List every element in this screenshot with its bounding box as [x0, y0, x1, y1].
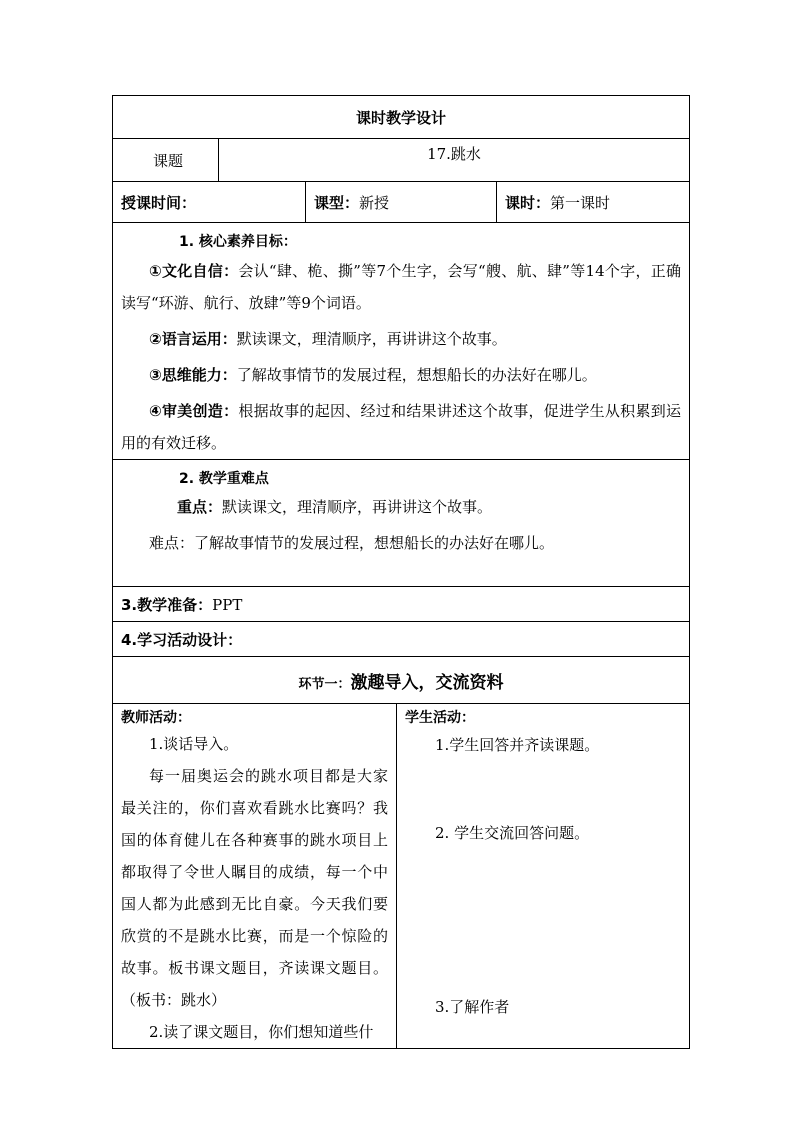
student-header: 学生活动：	[405, 710, 475, 726]
goals-cell	[113, 223, 690, 460]
goals-heading: 1. 核心素养目标：	[179, 234, 297, 250]
difficulty-point: 难点：了解故事情节的发展过程，想想船长的办法好在哪儿。	[149, 534, 555, 552]
key-point	[121, 492, 681, 522]
student-item: 1.学生回答并齐读课题。	[435, 736, 600, 754]
prep-value: PPT	[212, 595, 243, 614]
section-title: 激趣导入，交流资料	[350, 672, 504, 693]
goal-item	[121, 255, 681, 319]
section-heading-cell	[113, 657, 690, 704]
prep-cell	[113, 587, 690, 622]
period-value: 第一课时	[550, 193, 611, 212]
teacher-paragraph: 1.谈话导入。	[149, 735, 239, 753]
goal-text: 会认“肆、桅、撕”等7个生字，会写“艘、航、肆”等14个字，正确读写“环游、航行、放肆”等9个词语。	[121, 262, 682, 312]
key-label: 重点：	[177, 498, 223, 516]
goal-text: 了解故事情节的发展过程，想想船长的办法好在哪儿。	[236, 366, 597, 384]
goal-item	[121, 395, 681, 459]
teacher-activity-cell	[113, 704, 397, 1049]
time-label: 授课时间：	[121, 193, 197, 212]
goal-label: ①文化自信：	[149, 262, 239, 280]
prep-label: 3.教学准备：	[121, 595, 213, 614]
teacher-header: 教师活动：	[121, 710, 191, 726]
goal-text: 根据故事的起因、经过和结果讲述这个故事，促进学生从积累到运用的有效迁移。	[121, 402, 681, 452]
goal-label: ④审美创造：	[149, 402, 239, 420]
topic-label: 课题	[113, 139, 219, 182]
teacher-paragraph: 每一届奥运会的跳水项目都是大家最关注的，你们喜欢看跳水比赛吗？我国的体育健儿在各种赛事的跳水项目上都取得了令世人瞩目的成绩，每一个中国人都为此感到无比自豪。今天我们要欣赏的不是跳水比赛，而是一个惊险的故事。板书课文题目，齐读课文题目。（板书：跳水）	[121, 767, 388, 1009]
goal-item	[121, 359, 681, 391]
section-prefix: 环节一：	[298, 676, 351, 692]
type-cell	[306, 182, 497, 223]
goal-text: 默读课文，理清顺序，再讲讲这个故事。	[236, 330, 507, 348]
goal-item	[121, 323, 681, 355]
time-cell	[113, 182, 306, 223]
activity-design-label: 4.学习活动设计：	[121, 630, 243, 649]
period-label: 课时：	[505, 193, 551, 212]
student-item: 3.了解作者	[435, 998, 510, 1016]
keypoints-cell	[113, 460, 690, 587]
keypoints-heading: 2. 教学重难点	[179, 471, 269, 487]
topic-value: 17.跳水	[219, 139, 690, 182]
type-label: 课型：	[314, 193, 360, 212]
student-item: 2. 学生交流回答问题。	[435, 824, 590, 842]
student-activity-cell	[397, 704, 690, 1049]
period-cell	[497, 182, 690, 223]
type-value: 新授	[359, 193, 390, 212]
goal-label: ③思维能力：	[149, 366, 237, 384]
table-title: 课时教学设计	[113, 96, 690, 139]
key-text: 默读课文，理清顺序，再讲讲这个故事。	[222, 498, 493, 516]
goal-label: ②语言运用：	[149, 330, 237, 348]
teacher-paragraph: 2.读了课文题目，你们想知道些什	[149, 1023, 374, 1041]
activity-design-cell	[113, 622, 690, 657]
lesson-plan-table	[112, 95, 690, 1049]
